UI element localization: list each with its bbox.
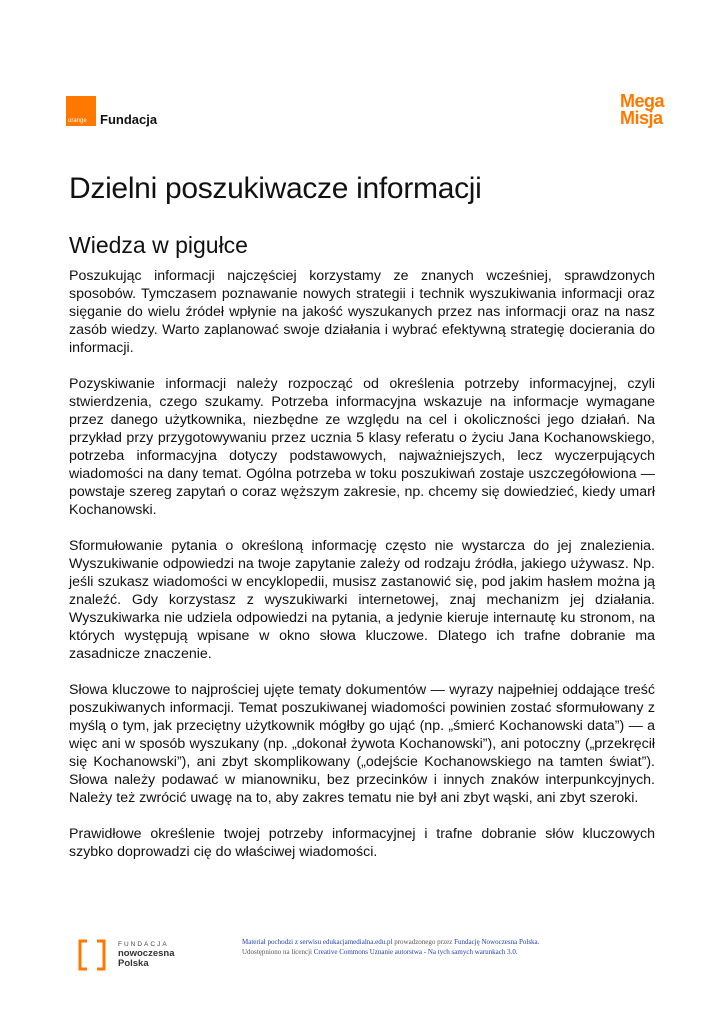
- section-heading: Wiedza w pigułce: [69, 232, 248, 258]
- paragraph-1: Poszukując informacji najczęściej korzystamy ze znanych wcześniej, sprawdzonych sposobów. Tymczasem poznawanie nowych strategii i technik wyszukiwania informacji oraz sięganie do wielu źródeł wpłynie na jakość wyszukanych przez nas informacji oraz na nasz zasób wiedzy. Warto zaplanować swoje działania i wybrać efektywną strategię docierania do informacji.: [69, 268, 655, 356]
- orange-fundacja-logo: [66, 96, 157, 126]
- mega-logo-line2: Misja: [619, 108, 663, 128]
- license-note: [242, 937, 662, 957]
- nowoczesna-polska-logo: [78, 939, 175, 971]
- footer-logo-line3: Polska: [118, 958, 149, 969]
- fundacja-label: Fundacja: [100, 112, 158, 127]
- mega-misja-logo: [620, 93, 664, 127]
- bracket-logo-icon: [78, 939, 106, 971]
- footer-logo-line2: nowoczesna: [118, 948, 175, 959]
- license-text: prowadzonego przez: [392, 938, 455, 946]
- mega-logo-line1: Mega: [619, 91, 664, 111]
- paragraph-2: Pozyskiwanie informacji należy rozpocząć od określenia potrzeby informacyjnej, czyli stwierdzenia, czego szukamy. Potrzeba informacyjna wskazuje na informacje wymagane przez danego użytkownika, niezbędne ze względu na cel i okoliczności jego działań. Na przykład przy przygotowywaniu przez ucznia 5 klasy referatu o życiu Jana Kochanowskiego, potrzeba informacyjna dotyczy podstawowych, najważniejszych, lecz wyczerpujących wiadomości na dany temat. Ogólna potrzeba w toku poszukiwań zostaje uszczegółowiona — powstaje szereg zapytań o coraz węższym zakresie, np. chcemy się dowiedzieć, kiedy umarł Kochanowski.: [69, 376, 655, 518]
- orange-logo-label: orange: [68, 118, 87, 124]
- license-prefix: Udostępniono na licencji: [242, 948, 314, 956]
- paragraph-3: Sformułowanie pytania o określoną informację często nie wystarcza do jej znalezienia. Wyszukiwanie odpowiedzi na twoje zapytanie zależy od rodzaju źródła, jakiego używasz. Np. jeśli szukasz wiadomości w encyklopedii, musisz zastanowić się, pod jakim hasłem można ją znaleźć. Gdy korzystasz z wyszukiwarki internetowej, znaj mechanizm jej działania. Wyszukiwarka nie udziela odpowiedzi na pytania, a jedynie kieruje internautę ku stronom, na których występują wpisane w okno słowa kluczowe. Dlatego ich trafne dobranie ma zasadnicze znaczenie.: [69, 538, 655, 662]
- foundation-link[interactable]: Fundację Nowoczesna Polska.: [454, 938, 540, 946]
- footer-logo-line1: FUNDACJA: [118, 941, 169, 948]
- page-title: Dzielni poszukiwacze informacji: [69, 172, 482, 205]
- source-link[interactable]: Materiał pochodzi z serwisu edukacjamedialna.edu.pl: [242, 938, 393, 946]
- paragraph-5: Prawidłowe określenie twojej potrzeby informacyjnej i trafne dobranie słów kluczowych szybko doprowadzi cię do właściwej wiadomości.: [69, 826, 655, 860]
- orange-logo-icon: [66, 96, 96, 126]
- body-text: [69, 267, 655, 879]
- license-link[interactable]: Creative Commons Uznanie autorstwa - Na tych samych warunkach 3.0.: [313, 948, 518, 956]
- paragraph-4: Słowa kluczowe to najprościej ujęte tematy dokumentów — wyrazy najpełniej oddające treść poszukiwanych informacji. Temat poszukiwanej wiadomości powinien zostać sformułowany z myślą o tym, jak przeciętny użytkownik mógłby go ująć (np. „śmierć Kochanowski data”) — a więc ani w sposób wyszukany (np. „dokonał żywota Kochanowski”), ani potoczny („przekręcił się Kochanowski”), ani zbyt skomplikowany („odejście Kochanowskiego na tamten świat”). Słowa należy podawać w mianowniku, bez przecinków i innych znaków interpunkcyjnych. Należy też zwrócić uwagę na to, aby zakres tematu nie był ani zbyt wąski, ani zbyt szeroki.: [69, 682, 655, 806]
